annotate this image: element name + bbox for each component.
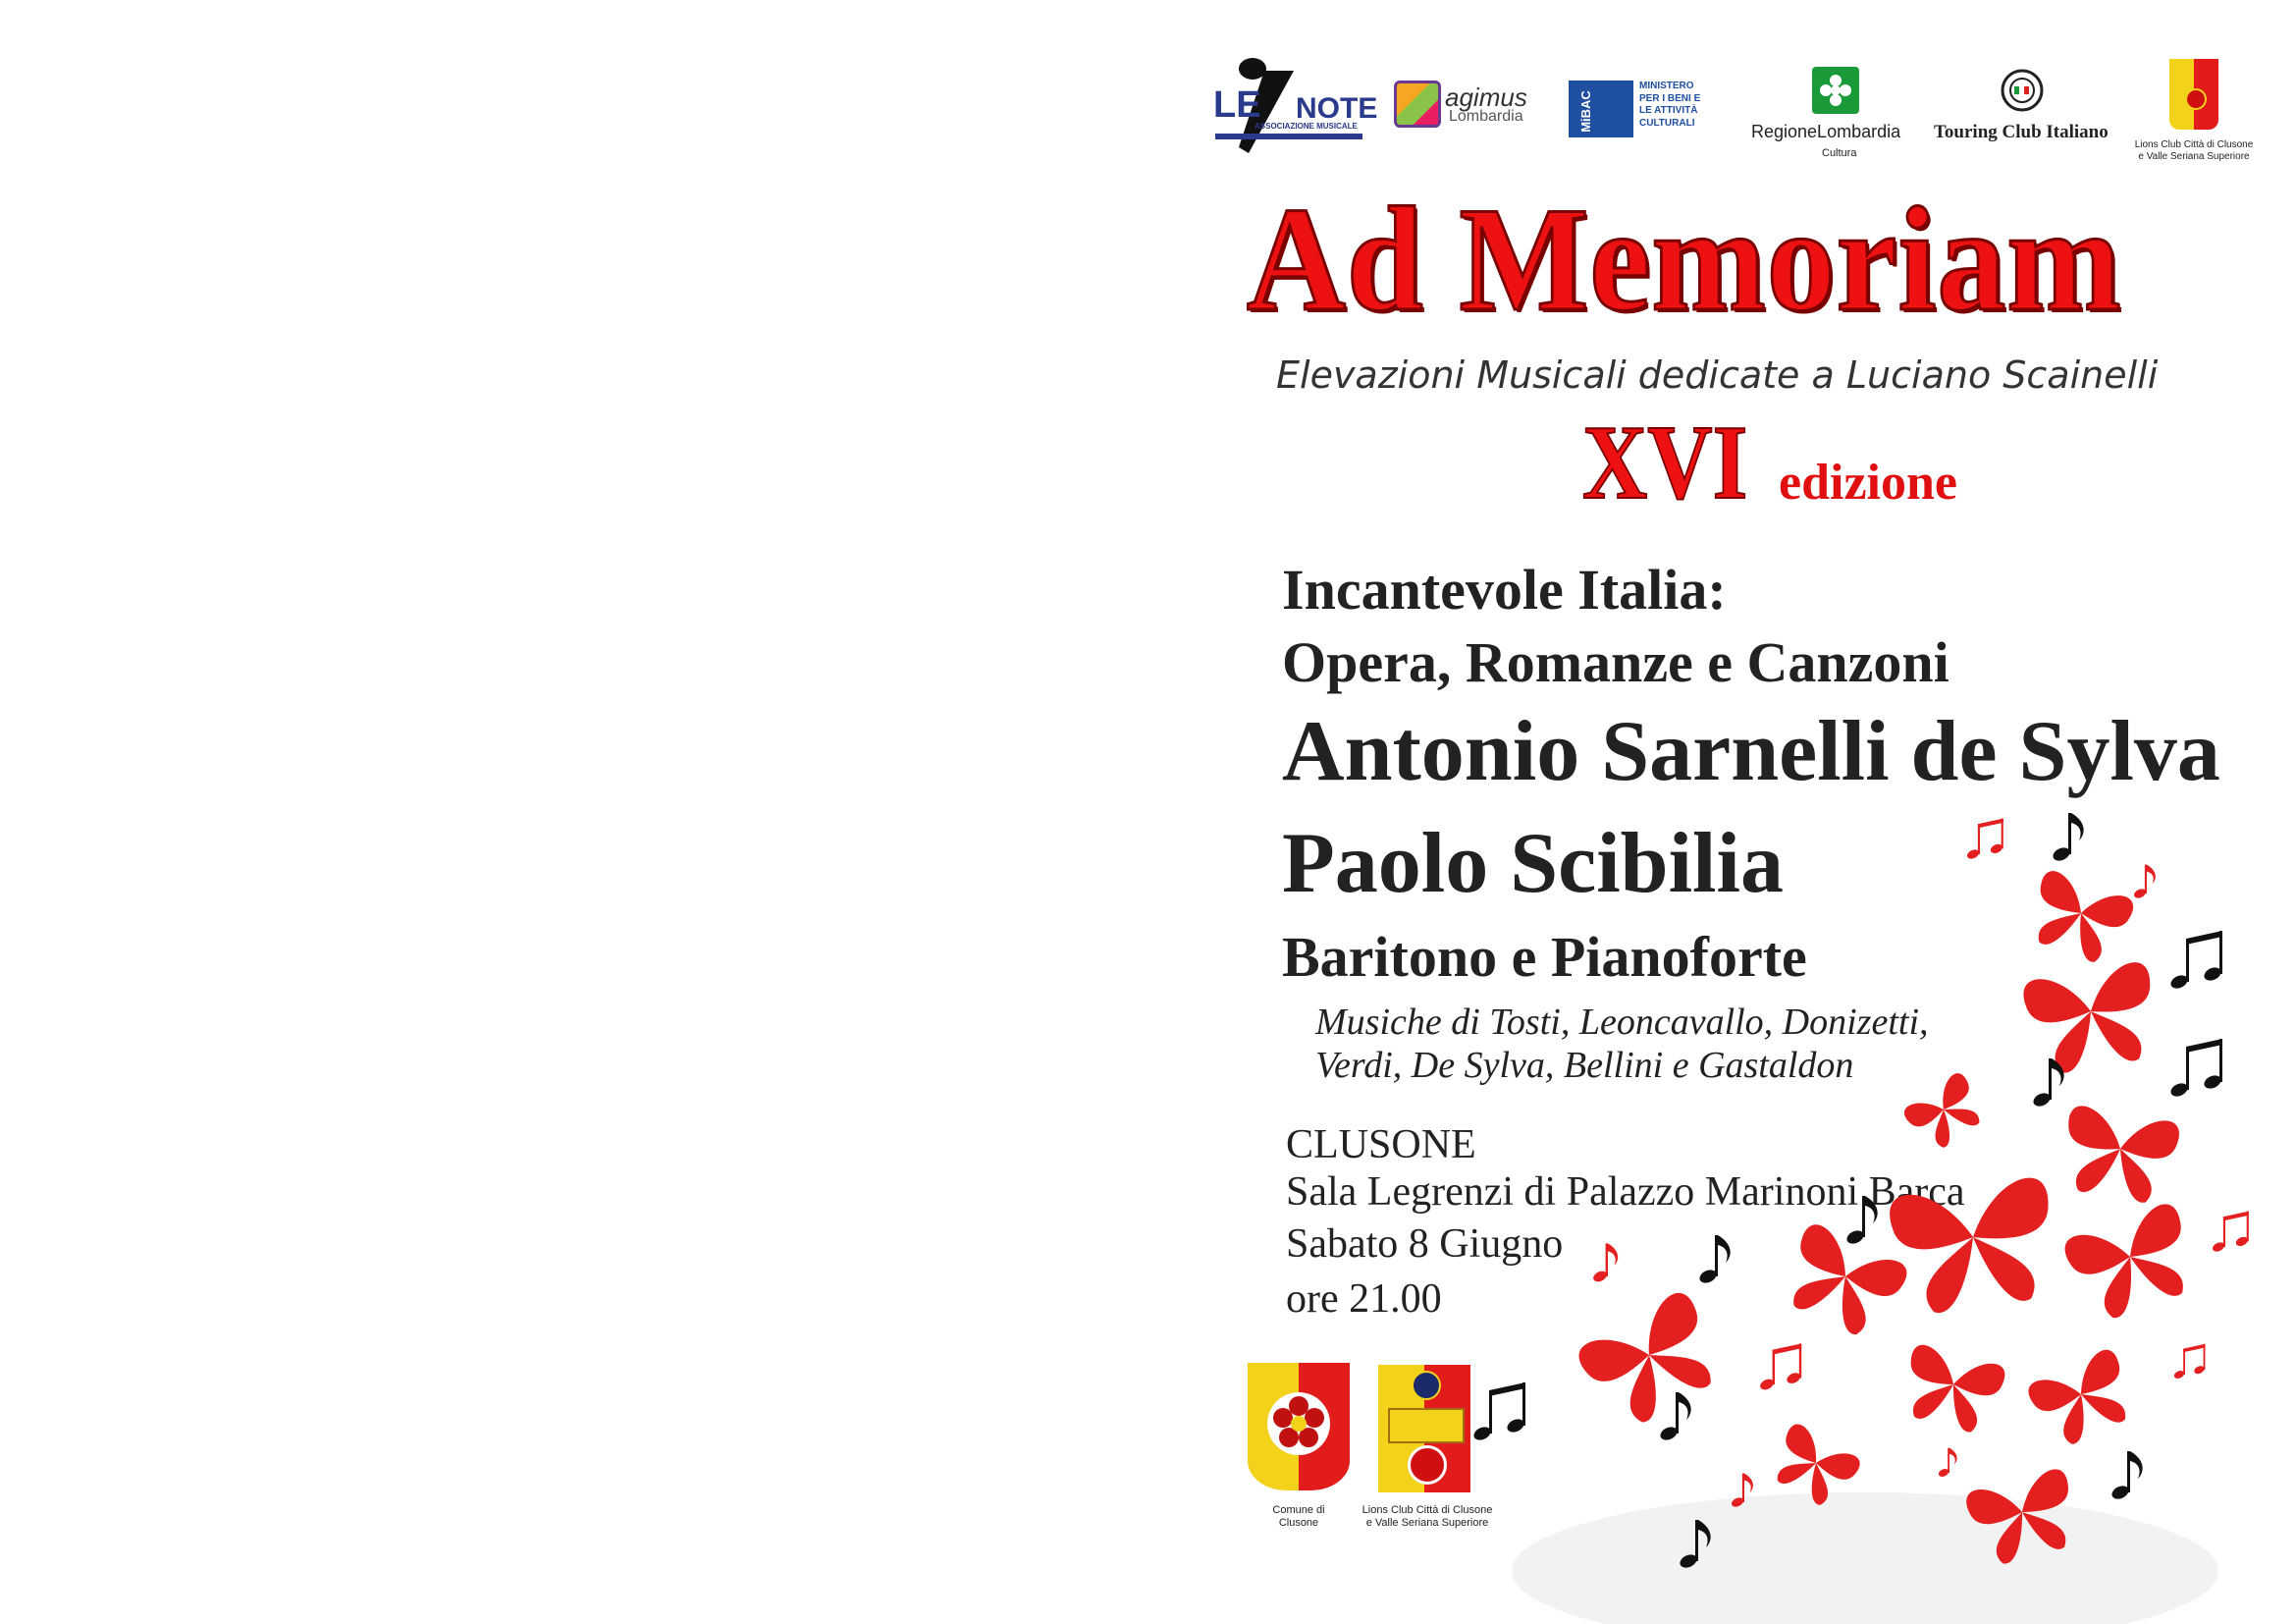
music-note <box>2109 1451 2142 1501</box>
instruments: Baritono e Pianoforte <box>1282 925 1807 989</box>
logo-mibac <box>1569 81 1716 139</box>
music-note <box>2168 1039 2222 1099</box>
butterfly <box>2056 1104 2181 1207</box>
music-note <box>2212 1212 2250 1254</box>
le7note-brand: LE <box>1213 84 1261 126</box>
butterfly <box>1901 1070 1992 1156</box>
le7note-assoc: ASSOCIAZIONE MUSICALE <box>1255 122 1358 131</box>
butterfly <box>1774 1220 1910 1344</box>
butterfly <box>1574 1288 1733 1435</box>
edition-number: XVI <box>1582 405 1748 521</box>
event-venue: Sala Legrenzi di Palazzo Marinoni Barca <box>1286 1169 1965 1215</box>
edition-word: edizione <box>1779 455 1957 511</box>
music-note <box>1471 1382 1525 1442</box>
butterfly-group <box>1574 868 2205 1570</box>
agimus-region: Lombardia <box>1449 108 1523 125</box>
program-line2: Opera, Romanze e Canzoni <box>1282 630 1949 694</box>
logo-le7note <box>1213 49 1378 157</box>
music-note <box>1697 1235 1730 1285</box>
music-note <box>2173 1344 2206 1380</box>
music-note <box>1758 1343 1801 1391</box>
logo-agimus <box>1394 79 1541 130</box>
mibac-abbr: MiBAC <box>1577 90 1593 133</box>
logo-touring-club <box>1932 69 2118 147</box>
music-note <box>2168 931 2222 991</box>
butterfly <box>2022 868 2137 969</box>
performer-1: Antonio Sarnelli de Sylva <box>1282 704 2220 799</box>
event-date: Sabato 8 Giugno <box>1286 1221 1564 1267</box>
comune-caption: Comune di Clusone <box>1272 1504 1325 1529</box>
touring-name: Touring Club Italiano <box>1934 122 2109 142</box>
le7note-note: NOTE <box>1296 92 1378 125</box>
music-note <box>1844 1196 1877 1246</box>
event-city: CLUSONE <box>1286 1122 1476 1167</box>
butterfly <box>2060 1201 2204 1327</box>
comune-shield-icon <box>1248 1363 1350 1490</box>
mibac-square <box>1569 81 1633 137</box>
logo-lions-top <box>2120 59 2268 167</box>
program-line1: Incantevole Italia: <box>1282 558 1727 622</box>
event-subtitle: Elevazioni Musicali dedicate a Luciano Scainelli <box>1276 353 2159 397</box>
mibac-text: MINISTERO PER I BENI E LE ATTIVITÀ CULTURALI <box>1639 81 1701 129</box>
music-note <box>2133 865 2156 900</box>
music-note <box>1966 819 2004 861</box>
music-note <box>1658 1392 1690 1442</box>
agimus-name: agimus <box>1445 82 1527 112</box>
butterfly <box>1887 1175 2061 1318</box>
touring-emblem-icon <box>2001 69 2044 112</box>
regione-sub: Cultura <box>1822 147 1857 159</box>
lions-top-caption: Lions Club Città di Clusone e Valle Seriana Superiore <box>2134 139 2254 162</box>
music-line1: Musiche di Tosti, Leoncavallo, Donizetti, <box>1315 1001 1929 1043</box>
regione-rose-icon <box>1812 67 1859 114</box>
agimus-mark-icon <box>1394 81 1441 128</box>
music-note <box>2031 1058 2063 1109</box>
logo-regione-lombardia <box>1747 67 1924 165</box>
event-time: ore 21.00 <box>1286 1276 1442 1322</box>
performer-2: Paolo Scibilia <box>1282 816 1784 911</box>
lions-bottom-caption: Lions Club Città di Clusone e Valle Seriana Superiore <box>1362 1504 1493 1529</box>
music-note <box>1938 1448 1957 1479</box>
lions-top-shield-icon <box>2169 59 2218 130</box>
music-note <box>2051 813 2083 863</box>
music-line2: Verdi, De Sylva, Bellini e Gastaldon <box>1315 1045 1854 1086</box>
butterfly <box>2025 1346 2143 1452</box>
butterflies-decoration <box>1453 785 2258 1624</box>
event-title: Ad Memoriam <box>1247 177 2122 342</box>
regione-name: RegioneLombardia <box>1751 122 1901 141</box>
music-note <box>1591 1243 1618 1283</box>
butterfly <box>2021 960 2163 1078</box>
butterfly <box>1896 1342 2007 1437</box>
logo-comune-clusone <box>1245 1363 1353 1530</box>
